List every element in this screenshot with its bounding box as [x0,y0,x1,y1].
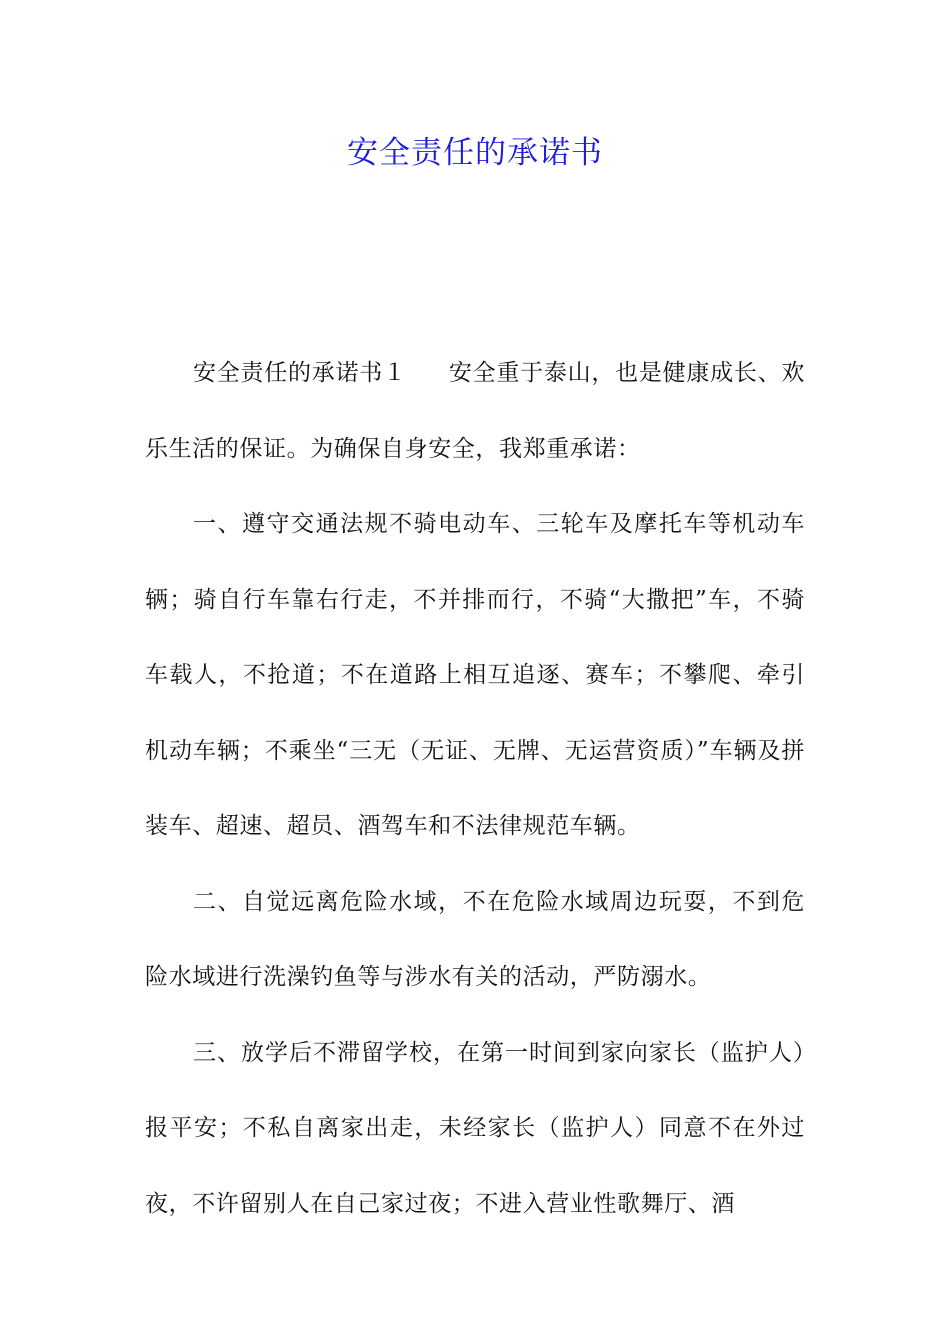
first-heading: 安全责任的承诺书１ [193,360,407,386]
document-body [145,336,805,1242]
clause-three: 三、放学后不滞留学校，在第一时间到家向家长（监护人）报平安；不私自离家出走，未经家长（监护人）同意不在外过夜，不许留别人在自己家过夜；不进入营业性歌舞厅、酒 [145,1039,805,1217]
intro-paragraph [145,336,805,487]
document-title: 安全责任的承诺书 [347,135,603,171]
clause-two: 二、自觉远离危险水域，不在危险水域周边玩耍，不到危险水域进行洗澡钓鱼等与涉水有关的活动，严防溺水。 [145,888,805,990]
intro-text: 安全重于泰山，也是健康成长、欢乐生活的保证。为确保自身安全，我郑重承诺： [145,360,805,462]
clause-one: 一、遵守交通法规不骑电动车、三轮车及摩托车等机动车辆；骑自行车靠右行走，不并排而行，不骑“大撒把”车，不骑车载人，不抢道；不在道路上相互追逐、赛车；不攀爬、牵引机动车辆；不乘坐“三无（无证、无牌、无运营资质）”车辆及拼装车、超速、超员、酒驾车和不法律规范车辆。 [145,511,805,839]
